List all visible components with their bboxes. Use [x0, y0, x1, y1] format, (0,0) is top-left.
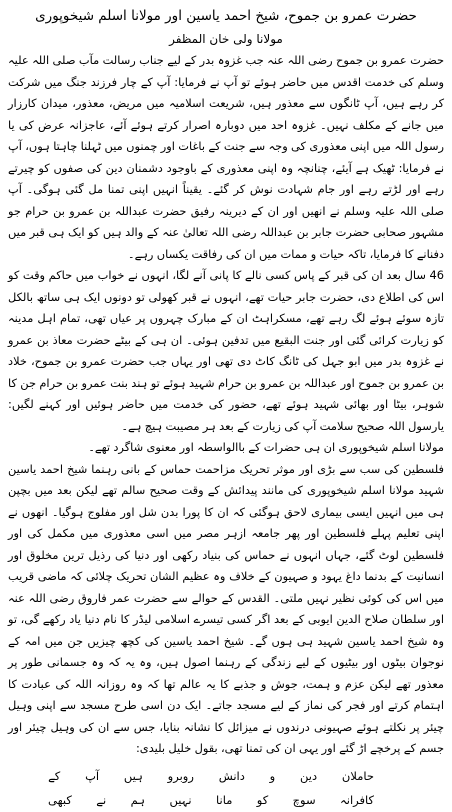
verse-word: نے [96, 792, 107, 807]
verse-line-2 [8, 788, 444, 812]
paragraph: حضرت عمرو بن جموح رضی اللہ عنہ جب غزوہ بدر کے لیے جناب رسالت مآب صلی اللہ علیہ وسلم کی خدمت اقدس میں حاضر ہوئے تو آپ نے فرمایا: آپ کے چار فرزند جنگ میں شرکت کر رہے ہیں، آپ ٹانگوں سے معذور ہیں، شریعت اسلامیہ میں مریض، معذور، میدان کارزار میں جانے کے مکلف نہیں۔ غزوہ احد میں دوبارہ اصرار کرتے ہوئے آئے، عاجزانہ عرض کی یا رسول اللہ میں اپنی معذوری کی وجہ سے جنت کے باغات اور چمنوں میں ٹہلنا چاہتا ہوں، آپ نے فرمایا: ٹھیک ہے آیئے، چنانچہ وہ اپنی معذوری کے باوجود دشمنان دین کی صفوں کو چیرتے رہے اور لڑتے رہے اور جام شہادت نوش کر گئے۔ یقیناً انہیں اپنی تمنا مل گئی ہوگی۔ آپ صلی اللہ علیہ وسلم نے انھیں اور ان کے دیرینہ رفیق حضرت عبداللہ بن عمرو بن حرام جو مشہور صحابی حضرت جابر بن عبداللہ رضی اللہ تعالیٰ عنہ کے والد ہیں کو ایک ہی قبر میں دفنانے کا فرمایا، تاکہ حیات و ممات میں ان کی رفاقت یکساں رہے۔ [8, 53, 444, 261]
verse-word: آپ [85, 768, 100, 783]
verse-word: و [269, 768, 276, 783]
paragraph: فلسطین کی سب سے بڑی اور موثر تحریک مزاحمت حماس کے بانی رہنما شیخ احمد یاسین شہید مولانا اسلم شیخوپوری کی مانند پیدائش کے وقت صحیح سالم تھے لیکن بعد میں بچپن ہی میں انہیں ایسی بیماری لاحق ہوگئی کہ ان کا پورا بدن شل اور مفلوج ہوگیا۔ انھوں نے اپنی تعلیم پہلے فلسطین اور پھر جامعہ ازہر مصر میں اسی معذوری میں مکمل کی اور فلسطین لوٹ گئے، جہاں انہوں نے حماس کی بنیاد رکھی اور دنیا کی رذیل ترین مخلوق اور انسانیت کے بدنما داغ یہود و صہیون کے خلاف وہ عظیم الشان تحریک چلائی کہ ماضی قریب میں اس کی کوئی نظیر نہیں ملتی۔ القدس کے حوالے سے حضرت عمر فاروق رضی اللہ عنہ اور سلطان صلاح الدین ایوبی کے بعد اگر کسی تیسرے اسلامی لیڈر کا نام دنیا یاد رکھے گی، تو وہ شیخ احمد یاسین شہید ہی ہوں گے۔ شیخ احمد یاسین کی کچھ چیزیں جن میں امہ کے نوجوان بیٹوں اور بیٹیوں کے لیے زندگی کے رہنما اصول ہیں، وہ یہ کہ وہ جسمانی طور پر معذور تھے لیکن عزم و ہمت، جوش و جذبے کا یہ عالم تھا کہ وہ روزانہ اللہ کی عبادت کا اہتمام کرتے اور فجر کی نماز کے لیے مسجد جاتے۔ ایک دن اسی طرح مسجد سے اپنی وہیل چیئر پر نکلتے ہوئے صہیونی درندوں نے میزائل کا نشانہ بنایا، جس سے ان کی وہیل چیئر اور جسم کے پرخچے اڑ گئے اور یہی ان کی تمنا تھی، بقول خلیل بلیدی: [8, 461, 444, 755]
verse-word: ہیں [123, 768, 143, 783]
verse-word: کافرانہ [340, 792, 374, 807]
article-title: حضرت عمرو بن جموح، شیخ احمد یاسین اور مولانا اسلم شیخوپوری [35, 8, 417, 24]
paragraph: مولانا اسلم شیخوپوری ان ہی حضرات کے باالواسطہ اور معنوی شاگرد تھے۔ [88, 440, 444, 454]
verse-word: دانش [218, 768, 245, 783]
verse-word: دین [300, 768, 318, 783]
verse-word: نہیں [169, 792, 192, 807]
article-author: مولانا ولی خان المظفر [169, 32, 283, 46]
verse-word: کے [48, 768, 61, 783]
verse-word: کبھی [48, 792, 72, 807]
verse-word: کو [256, 792, 269, 807]
verse-line-1 [8, 764, 444, 788]
verse-word: حاملان [341, 768, 374, 783]
verse-word: روبرو [167, 768, 194, 783]
poetry-verse [8, 764, 444, 812]
verse-word: سوچ [292, 792, 316, 807]
article-body [8, 50, 444, 760]
verse-word: مانا [216, 792, 233, 807]
paragraph: 46 سال بعد ان کی قبر کے پاس کسی نالے کا پانی آنے لگا، انہوں نے خواب میں حاکم وقت کو اس کی اطلاع دی، حضرت جابر حیات تھے، انہوں نے قبر کھولی تو دونوں ایک ہی ساتھ بالکل تازہ سوئے ہوئے لگ رہے تھے، مسکراہٹ ان کے مبارک چہروں پر عیاں تھی، تمام اہل مدینہ کو زیارت کرائی گئی اور جنت البقیع میں تدفین ہوئی۔ ان ہی کے بیٹے حضرت معاذ بن عمرو نے غزوہ بدر میں ابو جہل کی ٹانگ کاٹ دی تھی اور یہاں جب حضرت عمرو بن جموح، خلاد بن عمرو بن جموح اور عبداللہ بن عمرو بن حرام شہید ہوئے تو ہند بنت عمرو بن حرام جن کا شوہر، بیٹا اور بھائی شہید ہوئے تھے، حضور کی خدمت میں حاضر ہوئیں اور کہنے لگیں: یارسول اللہ صحیح سلامت آپ کی زیارت کے بعد ہر مصیبت ہیچ ہے۔ [8, 268, 444, 433]
verse-word: ہم [130, 792, 146, 807]
